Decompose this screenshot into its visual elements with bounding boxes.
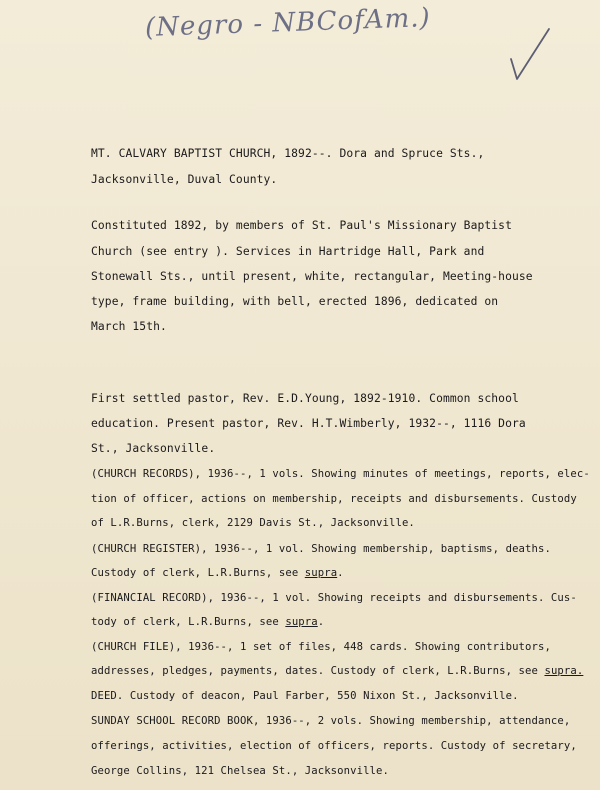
record-line: tion of officer, actions on membership, receipts and disbursements. Custody [91, 493, 577, 505]
pastor-line: St., Jacksonville. [91, 442, 216, 455]
record-line [91, 567, 571, 579]
history-line: Church (see entry ). Services in Hartridge Hall, Park and [91, 245, 485, 258]
record-line: (CHURCH RECORDS), 1936--, 1 vols. Showing minutes of meetings, reports, elec- [91, 468, 590, 480]
pastor-line: education. Present pastor, Rev. H.T.Wimberly, 1932--, 1116 Dora [91, 417, 526, 430]
supra-reference: supra [304, 567, 338, 579]
history-line: type, frame building, with bell, erected 1896, dedicated on [91, 295, 499, 308]
record-line: (FINANCIAL RECORD), 1936--, 1 vol. Showing receipts and disbursements. Cus- [91, 592, 577, 604]
record-line [91, 665, 584, 677]
record-line: George Collins, 121 Chelsea St., Jacksonville. [91, 765, 389, 777]
church-title-line: MT. CALVARY BAPTIST CHURCH, 1892--. Dora and Spruce Sts., [91, 147, 485, 160]
record-text: . [337, 567, 344, 579]
record-text: tody of clerk, L.R.Burns, see [91, 616, 286, 628]
pastor-line: First settled pastor, Rev. E.D.Young, 1892-1910. Common school [91, 392, 519, 405]
record-line: DEED. Custody of deacon, Paul Farber, 550 Nixon St., Jacksonville. [91, 690, 519, 702]
record-text: . [317, 616, 325, 628]
record-text: addresses, pledges, payments, dates. Custody of clerk, L.R.Burns, see [91, 665, 545, 677]
supra-reference: supra [285, 616, 318, 628]
record-line: of L.R.Burns, clerk, 2129 Davis St., Jacksonville. [91, 517, 415, 529]
record-text: Custody of clerk, L.R.Burns, see [91, 567, 305, 579]
handwritten-annotation: (Negro - NBCofAm.) [144, 3, 432, 43]
history-line: March 15th. [91, 320, 167, 333]
record-line: (CHURCH REGISTER), 1936--, 1 vol. Showing membership, baptisms, deaths. [91, 543, 551, 555]
record-line [91, 616, 571, 628]
checkmark-icon [505, 25, 555, 85]
church-location-line: Jacksonville, Duval County. [91, 173, 278, 186]
record-line: (CHURCH FILE), 1936--, 1 set of files, 448 cards. Showing contributors, [91, 641, 551, 653]
record-line: offerings, activities, election of officers, reports. Custody of secretary, [91, 740, 577, 752]
supra-reference: supra. [544, 665, 584, 677]
history-line: Stonewall Sts., until present, white, rectangular, Meeting-house [91, 270, 533, 283]
history-line: Constituted 1892, by members of St. Paul's Missionary Baptist [91, 219, 512, 232]
record-line: SUNDAY SCHOOL RECORD BOOK, 1936--, 2 vols. Showing membership, attendance, [91, 715, 571, 727]
